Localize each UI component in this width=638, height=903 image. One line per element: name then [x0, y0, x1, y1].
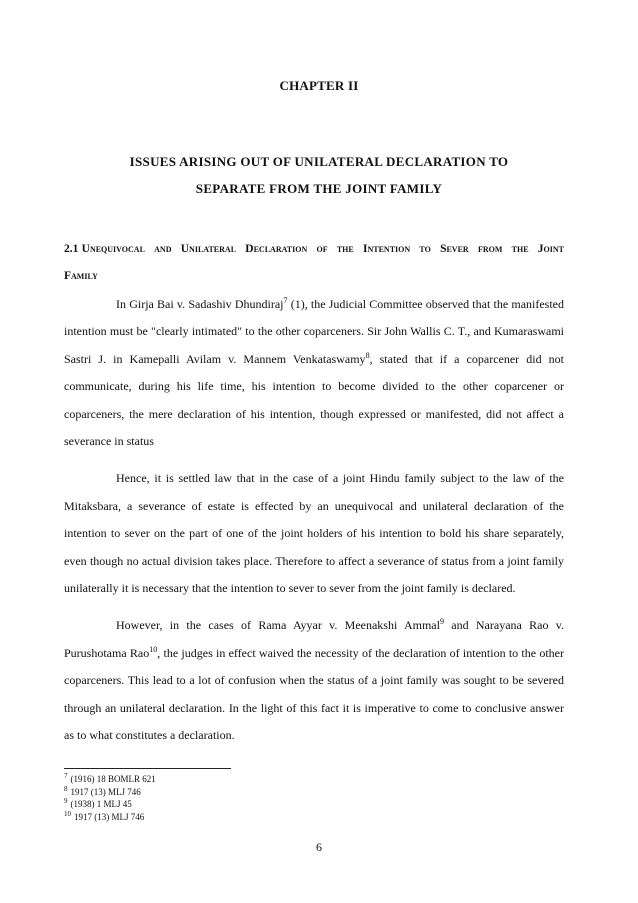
footnote-ref-8: 8 — [365, 350, 370, 360]
page-number: 6 — [316, 840, 322, 854]
footnote-text: 1917 (13) MLJ 746 — [74, 811, 145, 822]
footnote-item — [64, 811, 464, 824]
paragraph-3-text-c: , the judges in effect waived the necessity of the declaration of intention to the other coparceners. This lead to a lot of confusion when the status of a joint family was sought to be severed through an unilateral declaration. In the light of this fact it is imperative to come to conclusive answer as to what constitutes a declaration. — [64, 645, 564, 743]
paragraph-1-text-c: , stated that if a coparcener did not communicate, during his life time, his intention to become divided to the other coparcener or coparceners, the mere declaration of his intention, though expressed or manifested, did not affect a severance in status — [64, 351, 564, 449]
footnote-item — [64, 798, 464, 811]
footnote-item — [64, 773, 464, 786]
footnote-ref-7: 7 — [283, 296, 288, 305]
paragraph-3-text-b: and Narayana Rao v. Purushotama Rao — [64, 618, 565, 660]
footnote-text: (1938) 1 MLJ 45 — [70, 799, 132, 809]
footnote-number: 7 — [64, 772, 68, 780]
paragraph-1-text-a: In Girja Bai v. Sadashiv Dhundiraj — [116, 297, 284, 311]
footnote-item — [64, 786, 464, 799]
chapter-title-line-2: SEPARATE FROM THE JOINT FAMILY — [195, 181, 443, 196]
chapter-title-line-1: ISSUES ARISING OUT OF UNILATERAL DECLARATION TO — [129, 154, 509, 169]
footnote-divider — [64, 768, 231, 769]
chapter-title — [40, 148, 598, 202]
footnote-ref-10: 10 — [149, 644, 158, 654]
paragraph-1 — [64, 291, 564, 455]
footnote-number: 10 — [64, 809, 71, 818]
footnote-number: 9 — [64, 797, 68, 805]
paragraph-3-text-a: However, in the cases of Rama Ayyar v. Meenakshi Ammal — [116, 618, 440, 633]
paragraph-1-text-b: (1), the Judicial Committee observed that the manifested intention must be "clearly intimated" to the other coparceners. Sir John Wallis C. T., and Kumaraswami Sastri J. in Kamepalli Avilam v. Mannem Venkataswamy — [64, 297, 565, 366]
section-heading — [64, 236, 564, 290]
footnote-text: 1917 (13) MLJ 746 — [70, 786, 141, 797]
section-heading-text: Unequivocal and Unilateral Declaration of the Intention to Sever from the Joint Family — [64, 243, 564, 282]
footnotes — [64, 773, 464, 823]
footnote-number: 8 — [64, 784, 68, 793]
body-text — [64, 291, 564, 760]
paragraph-2: Hence, it is settled law that in the case of a joint Hindu family subject to the law of the Mitaksbara, a severance of estate is effected by an unequivocal and unilateral declaration of the intention to sever on the part of one of the joint holders of his intention to bold his share separately, even though no actual division takes place. Therefore to affect a severance of status from a joint family unilaterally it is necessary that the intention to sever to sever from the joint family is declared. — [64, 471, 564, 596]
chapter-label: CHAPTER II — [279, 78, 359, 93]
paragraph-3 — [64, 612, 564, 749]
footnote-ref-9: 9 — [439, 617, 444, 627]
section-number: 2.1 — [64, 243, 79, 255]
footnote-text: (1916) 18 BOMLR 621 — [70, 774, 156, 784]
